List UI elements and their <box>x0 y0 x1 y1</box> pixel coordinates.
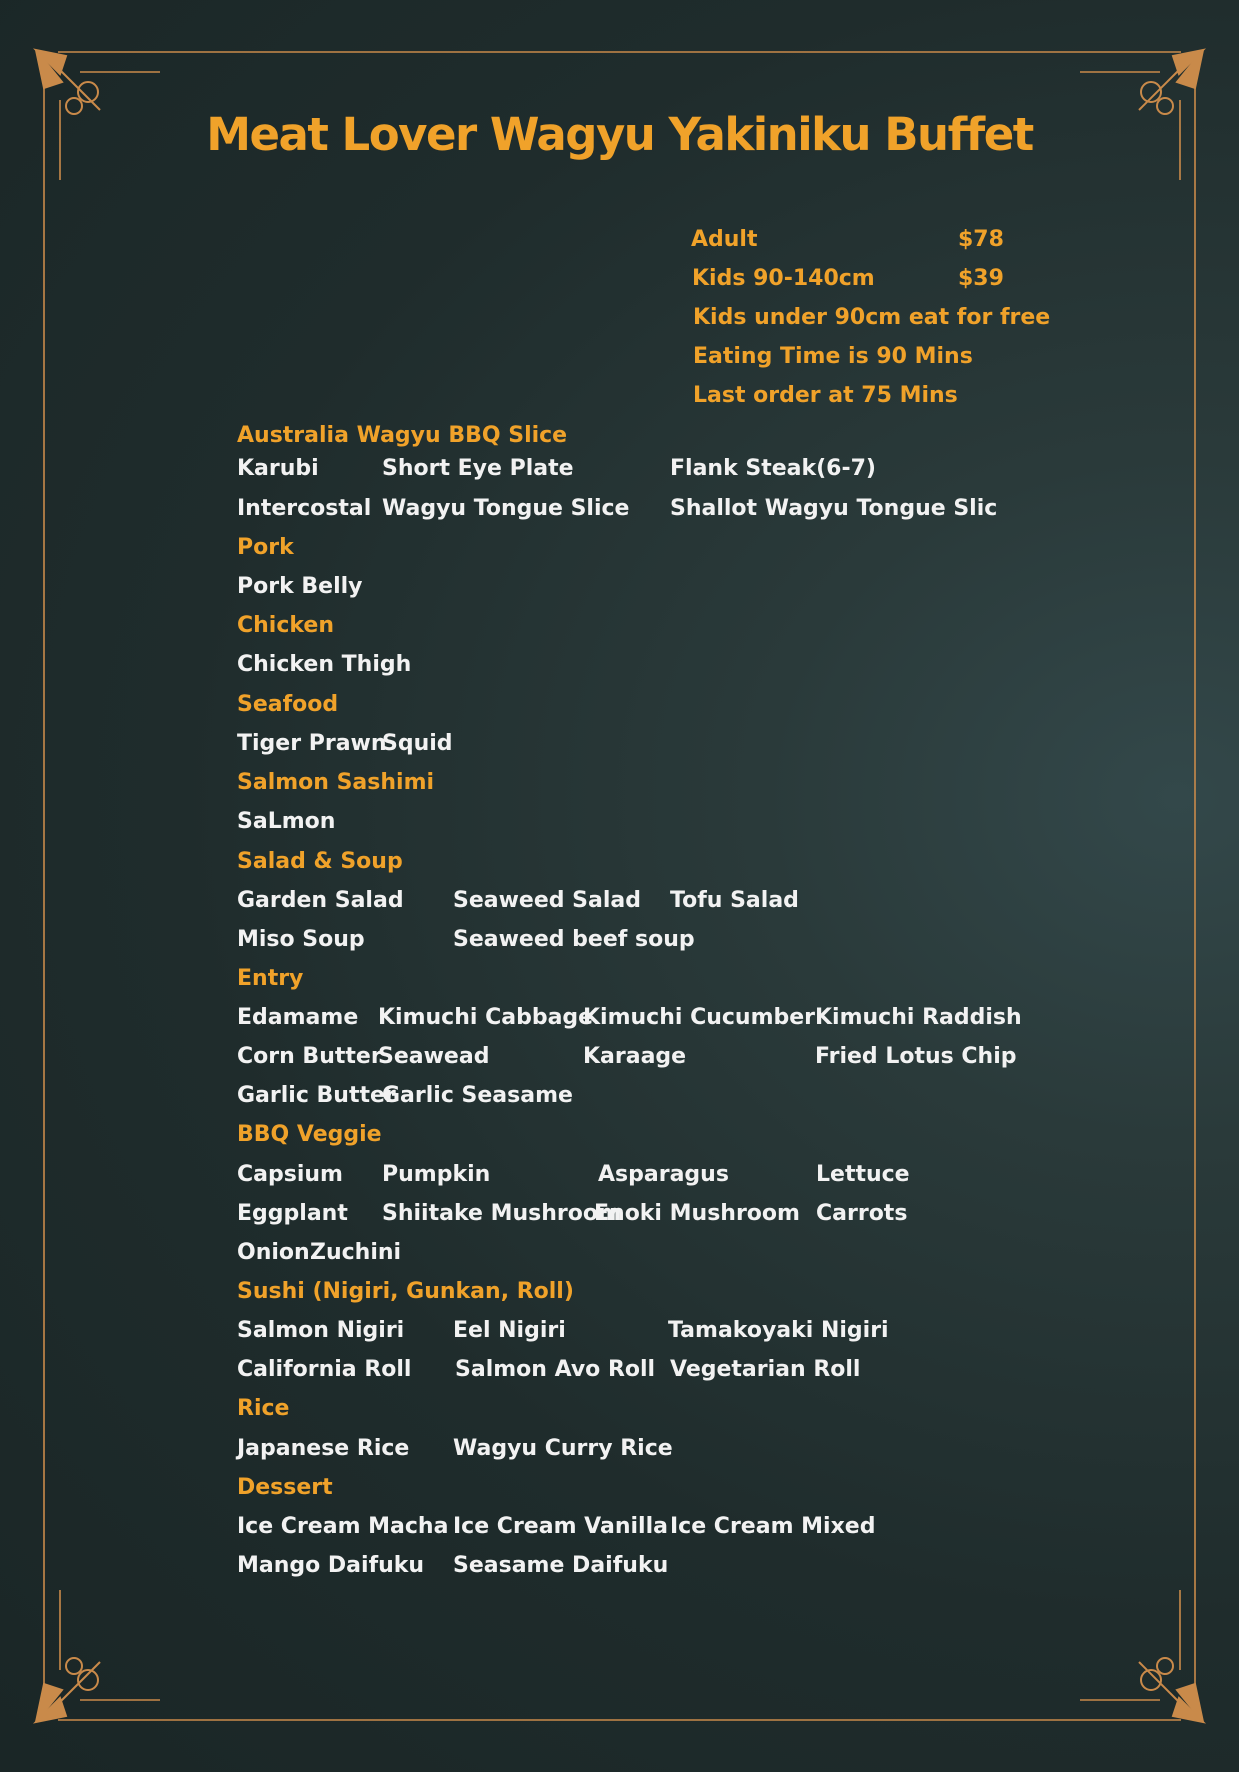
menu-item: Tamakoyaki Nigiri <box>668 1318 889 1343</box>
menu-item: Carrots <box>816 1201 908 1226</box>
menu-item: Mango Daifuku <box>237 1553 425 1578</box>
menu-item: Corn Butter <box>237 1044 382 1069</box>
section-heading: Salad & Soup <box>237 849 403 874</box>
section-heading: Chicken <box>237 613 335 638</box>
pricing-note: Kids under 90cm eat for free <box>693 305 1051 330</box>
menu-item: Seawead <box>378 1044 490 1069</box>
menu-item: Kimuchi Raddish <box>815 1005 1022 1030</box>
menu-item: Eggplant <box>237 1201 348 1226</box>
menu-item: Pumpkin <box>382 1162 491 1187</box>
menu-item: Edamame <box>237 1005 359 1030</box>
menu-item: Capsium <box>237 1162 343 1187</box>
menu-item: California Roll <box>237 1357 412 1382</box>
menu-item: Karaage <box>583 1044 687 1069</box>
menu-item: Seaweed Salad <box>453 888 642 913</box>
menu-item: Fried Lotus Chip <box>815 1044 1017 1069</box>
menu-item: Karubi <box>237 456 319 481</box>
menu-item: Garlic Butter <box>237 1083 396 1108</box>
section-heading: BBQ Veggie <box>237 1122 382 1147</box>
menu-item: Salmon Avo Roll <box>455 1357 656 1382</box>
menu-item: Kimuchi Cucumber <box>583 1005 816 1030</box>
section-heading: Dessert <box>237 1475 333 1500</box>
menu-item: Ice Cream Macha <box>237 1514 449 1539</box>
section-heading: Sushi (Nigiri, Gunkan, Roll) <box>237 1279 574 1304</box>
menu-item: Miso Soup <box>237 927 365 952</box>
menu-item: Seasame Daifuku <box>453 1553 669 1578</box>
menu-item: Japanese Rice <box>237 1436 410 1461</box>
menu-item: Salmon Nigiri <box>237 1318 405 1343</box>
menu-item: Squid <box>382 731 453 756</box>
menu-item: Chicken Thigh <box>237 652 412 677</box>
adult-label: Adult <box>691 227 758 252</box>
menu-item: Ice Cream Vanilla <box>453 1514 668 1539</box>
menu-item: Tofu Salad <box>670 888 799 913</box>
menu-item: Shiitake Mushroom <box>382 1201 621 1226</box>
menu-item: Ice Cream Mixed <box>670 1514 876 1539</box>
section-heading: Pork <box>237 535 294 560</box>
menu-item: Garlic Seasame <box>382 1083 573 1108</box>
menu-item: Shallot Wagyu Tongue Slic <box>670 496 998 521</box>
page-title: Meat Lover Wagyu Yakiniku Buffet <box>206 108 1033 161</box>
pricing-note: Last order at 75 Mins <box>693 383 958 408</box>
menu-item: Asparagus <box>598 1162 729 1187</box>
corner-ornament-bottom-right-icon <box>1139 1658 1203 1722</box>
section-heading: Entry <box>237 966 304 991</box>
menu-item: Lettuce <box>816 1162 910 1187</box>
menu-item: Enoki Mushroom <box>594 1201 800 1226</box>
menu-item: SaLmon <box>237 809 336 834</box>
menu-item: Vegetarian Roll <box>670 1357 861 1382</box>
menu-item: Kimuchi Cabbage <box>378 1005 594 1030</box>
menu-item: Wagyu Curry Rice <box>453 1436 673 1461</box>
section-heading: Australia Wagyu BBQ Slice <box>237 423 568 448</box>
menu-item: Pork Belly <box>237 574 363 599</box>
section-heading: Salmon Sashimi <box>237 770 435 795</box>
adult-price: $78 <box>958 227 1004 252</box>
section-heading: Seafood <box>237 692 339 717</box>
menu-item: Seaweed beef soup <box>453 927 695 952</box>
menu-item: Onion <box>237 1240 310 1265</box>
corner-ornament-bottom-left-icon <box>36 1658 100 1722</box>
menu-item: Short Eye Plate <box>382 456 574 481</box>
pricing-note: Eating Time is 90 Mins <box>693 344 973 369</box>
kids-label: Kids 90-140cm <box>692 266 875 291</box>
menu-item: Intercostal <box>237 496 372 521</box>
menu-item: Tiger Prawn <box>237 731 387 756</box>
kids-price: $39 <box>958 266 1004 291</box>
corner-ornament-top-right-icon <box>1139 50 1203 114</box>
menu-item: Eel Nigiri <box>453 1318 566 1343</box>
corner-ornament-top-left-icon <box>36 50 100 114</box>
menu-item: Garden Salad <box>237 888 404 913</box>
section-heading: Rice <box>237 1396 290 1421</box>
menu-item: Wagyu Tongue Slice <box>382 496 630 521</box>
menu-item: Zuchini <box>310 1240 402 1265</box>
menu-item: Flank Steak(6-7) <box>670 456 876 481</box>
